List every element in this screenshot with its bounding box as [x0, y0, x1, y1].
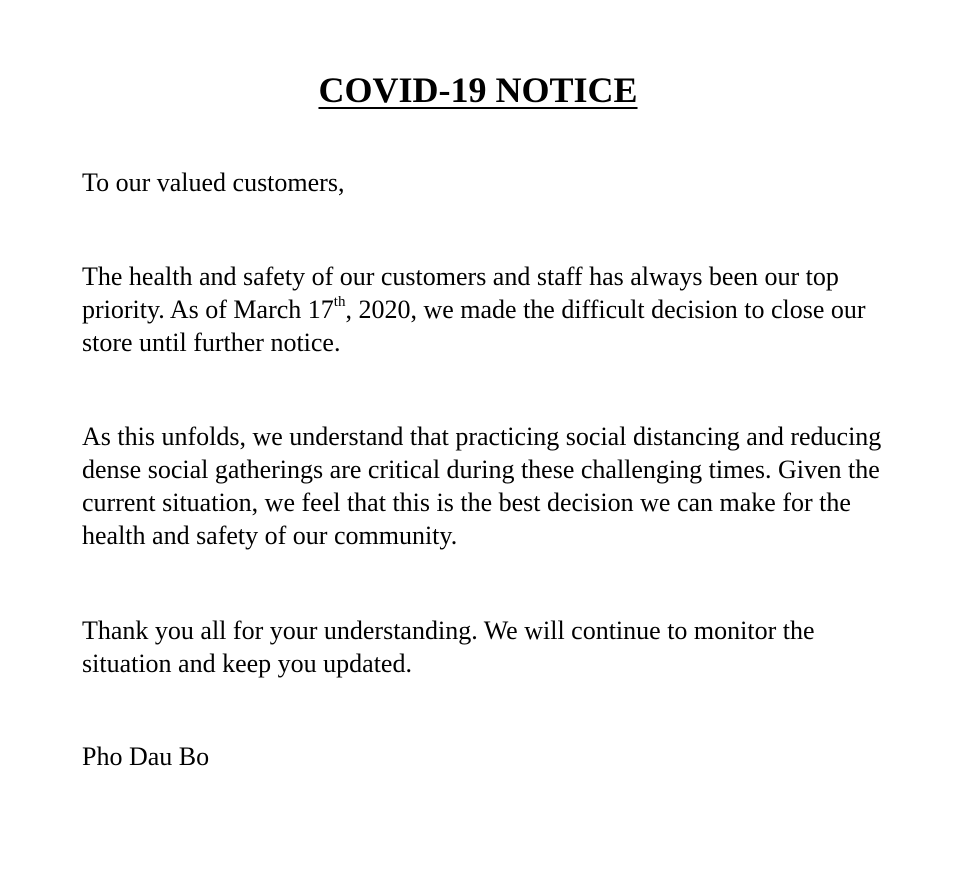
paragraph-social-distancing: As this unfolds, we understand that practicing social distancing and reducing dense social gatherings are critical during these challenging times. Given the current situation, we feel that this is the best decision we can make for the health and safety of our community.	[82, 422, 882, 550]
paragraph-closure-text-start: The health and safety of our customers and staff has always been our top priority. As of March 17	[82, 262, 839, 324]
greeting: To our valued customers,	[82, 168, 345, 197]
paragraph-closure	[82, 260, 902, 359]
paragraph-thank-you: Thank you all for your understanding. We will continue to monitor the situation and keep you updated.	[82, 616, 815, 678]
signature: Pho Dau Bo	[82, 742, 210, 771]
notice-title: COVID-19 NOTICE	[318, 70, 638, 110]
ordinal-suffix: th	[333, 294, 346, 311]
paragraph-closure-text-end: , 2020, we made the difficult decision to close our store until further notice.	[82, 295, 866, 357]
